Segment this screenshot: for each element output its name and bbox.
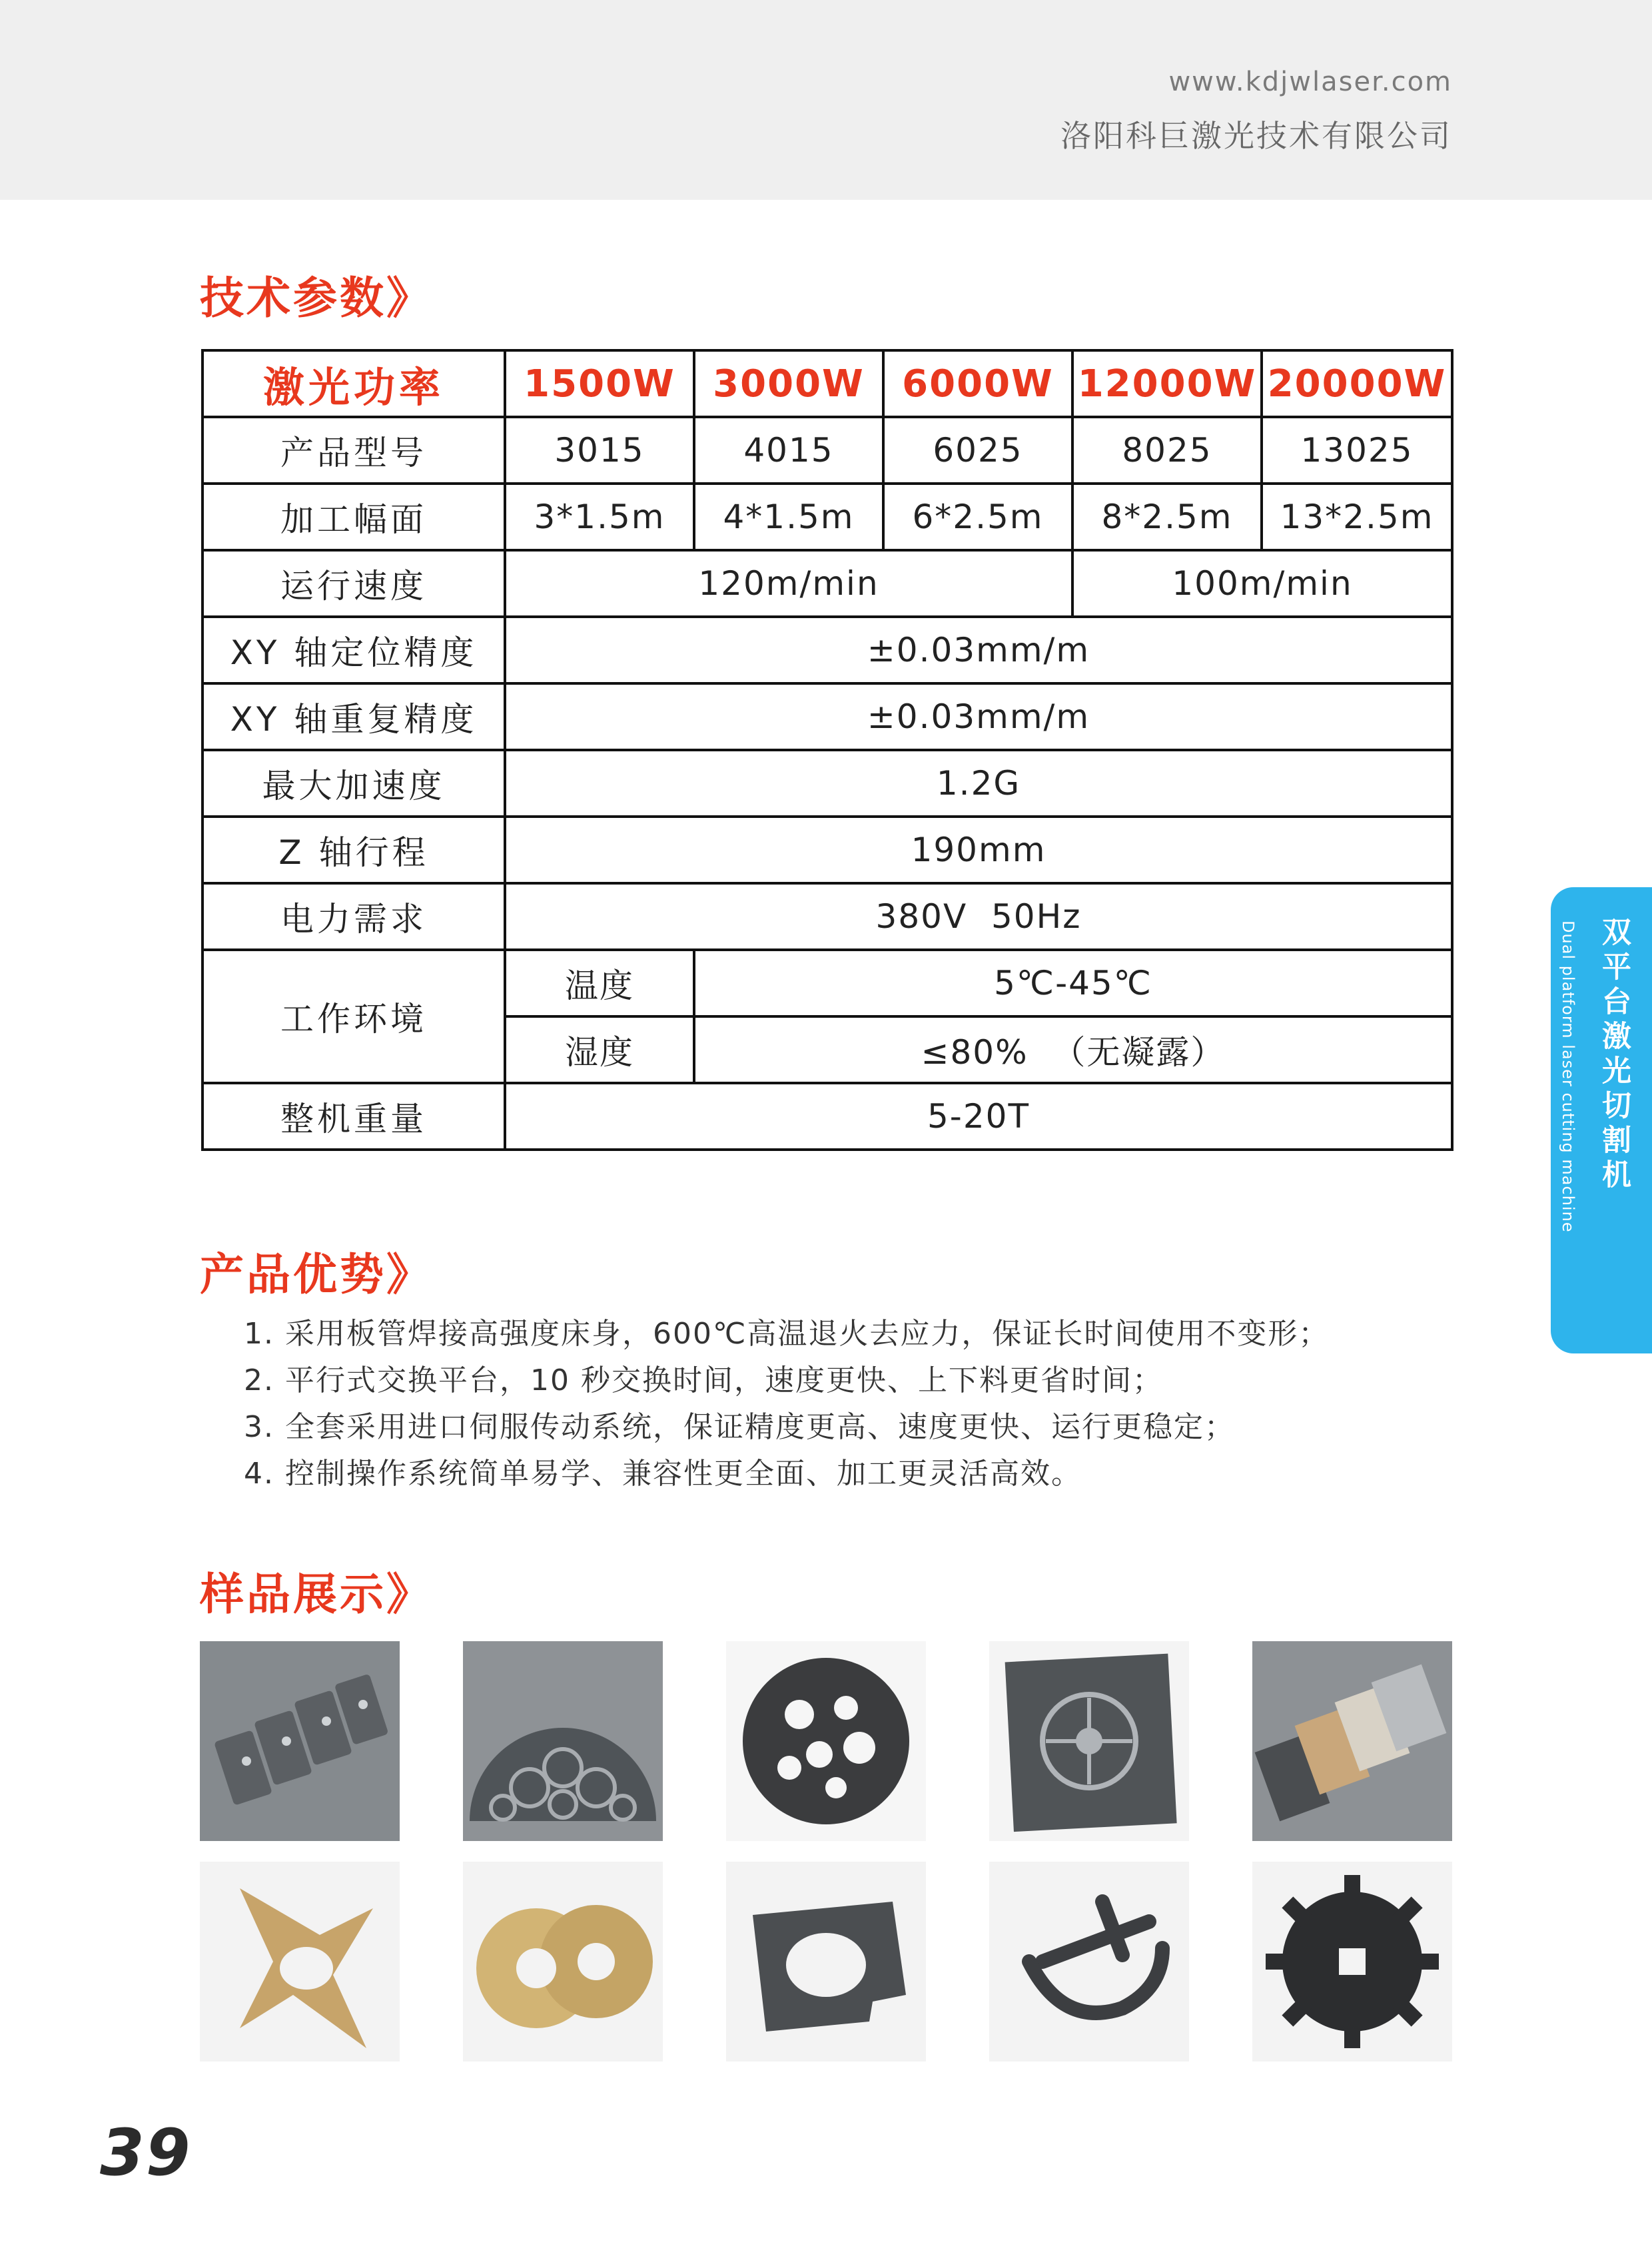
website-url: www.kdjwlaser.com: [1168, 67, 1452, 97]
area-cell: 8*2.5m: [1072, 484, 1262, 550]
accel-row: [203, 750, 1452, 817]
side-tab-subtitle: Dual platform laser cutting machine: [1559, 921, 1577, 1233]
model-cell: 4015: [694, 417, 883, 484]
sample-image-black-gear: [1252, 1862, 1452, 2061]
speed-row: [203, 550, 1452, 617]
area-cell: 6*2.5m: [883, 484, 1072, 550]
xy-repeat-value: ±0.03mm/m: [505, 683, 1452, 750]
xy-repeat-row: [203, 683, 1452, 750]
advantages-list: [244, 1311, 1329, 1497]
page-header: [0, 0, 1652, 200]
area-cell: 3*1.5m: [505, 484, 694, 550]
model-row: [203, 417, 1452, 484]
temperature-value: 5℃-45℃: [694, 950, 1452, 1016]
speed-cell: 120m/min: [505, 550, 1072, 617]
spec-table: [201, 349, 1453, 1151]
sample-image-metal-sheets: [1252, 1641, 1452, 1841]
side-tab-title: 双平台激光切割机: [1597, 917, 1631, 1194]
weight-row: [203, 1083, 1452, 1150]
sample-image-fan: [463, 1641, 663, 1841]
power-cell: 1500W: [505, 350, 694, 417]
sample-image-star-plate: [200, 1862, 400, 2061]
speed-cell: 100m/min: [1072, 550, 1452, 617]
sample-image-anchor: [989, 1862, 1189, 2061]
list-item: 4. 控制操作系统简单易学、兼容性更全面、加工更灵活高效。: [244, 1457, 1082, 1491]
company-name: 洛阳科巨激光技术有限公司: [1060, 118, 1452, 154]
power-requirement-label: 电力需求: [203, 883, 505, 950]
power-cell: 20000W: [1262, 350, 1452, 417]
samples-section-title: 样品展示》: [200, 1569, 433, 1620]
xy-repeat-label: XY 轴重复精度: [203, 683, 505, 750]
sample-image-plates: [200, 1641, 400, 1841]
z-stroke-row: [203, 817, 1452, 883]
env-temp-row: [203, 950, 1452, 1016]
power-requirement-row: [203, 883, 1452, 950]
xy-position-label: XY 轴定位精度: [203, 617, 505, 683]
power-label: 激光功率: [203, 350, 505, 417]
list-item: 1. 采用板管焊接高强度床身，600℃高温退火去应力，保证长时间使用不变形；: [244, 1317, 1330, 1351]
advantages-section-title: 产品优势》: [200, 1249, 433, 1300]
accel-value: 1.2G: [505, 750, 1452, 817]
weight-label: 整机重量: [203, 1083, 505, 1150]
power-row: [203, 350, 1452, 417]
humidity-value: ≤80% （无凝露）: [694, 1016, 1452, 1083]
model-cell: 8025: [1072, 417, 1262, 484]
power-cell: 6000W: [883, 350, 1072, 417]
humidity-label: 湿度: [505, 1016, 694, 1083]
list-item: 2. 平行式交换平台，10 秒交换时间，速度更快、上下料更省时间；: [244, 1363, 1163, 1397]
model-cell: 13025: [1262, 417, 1452, 484]
xy-position-value: ±0.03mm/m: [505, 617, 1452, 683]
z-stroke-label: Z 轴行程: [203, 817, 505, 883]
speed-label: 运行速度: [203, 550, 505, 617]
area-row: [203, 484, 1452, 550]
model-cell: 6025: [883, 417, 1072, 484]
accel-label: 最大加速度: [203, 750, 505, 817]
page-number: 39: [100, 2115, 192, 2190]
temperature-label: 温度: [505, 950, 694, 1016]
model-label: 产品型号: [203, 417, 505, 484]
specs-section-title: 技术参数》: [200, 272, 433, 324]
z-stroke-value: 190mm: [505, 817, 1452, 883]
sample-image-bracket-plate: [726, 1862, 926, 2061]
xy-position-row: [203, 617, 1452, 683]
area-label: 加工幅面: [203, 484, 505, 550]
environment-label: 工作环境: [203, 950, 505, 1083]
sample-image-saw-gears: [463, 1862, 663, 2061]
list-item: 3. 全套采用进口伺服传动系统，保证精度更高、速度更快、运行更稳定；: [244, 1410, 1235, 1444]
model-cell: 3015: [505, 417, 694, 484]
area-cell: 4*1.5m: [694, 484, 883, 550]
area-cell: 13*2.5m: [1262, 484, 1452, 550]
power-requirement-value: 380V 50Hz: [505, 883, 1452, 950]
weight-value: 5-20T: [505, 1083, 1452, 1150]
power-cell: 12000W: [1072, 350, 1262, 417]
power-cell: 3000W: [694, 350, 883, 417]
sample-image-gear-disc: [726, 1641, 926, 1841]
sample-image-square-panel: [989, 1641, 1189, 1841]
